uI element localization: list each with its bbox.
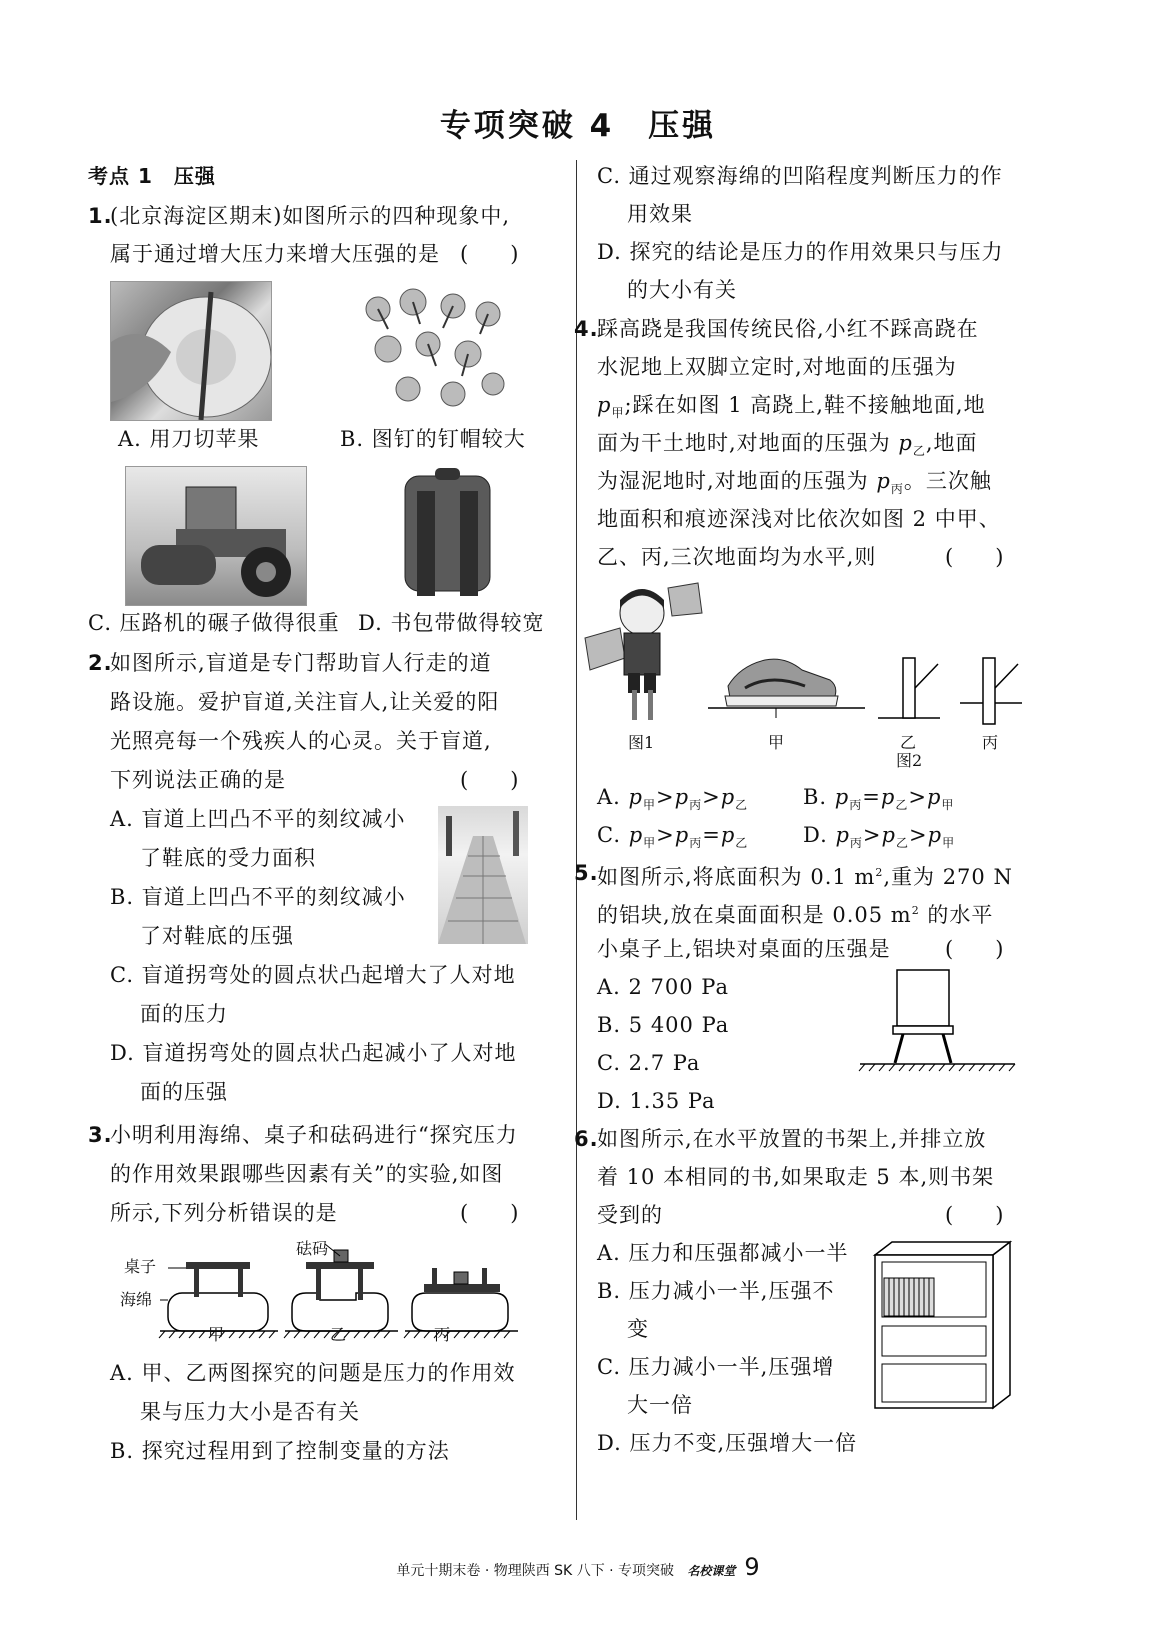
q3-number: 3. (88, 1123, 113, 1147)
q2-option-c: C. 盲道拐弯处的圆点状凸起增大了人对地 (110, 963, 516, 987)
backpack-photo (395, 466, 500, 604)
section-heading: 考点 1 压强 (88, 164, 216, 188)
q3-line: 所示,下列分析错误的是 (110, 1201, 338, 1225)
q6-option-c: C. 压力减小一半,压强增 (597, 1355, 835, 1379)
q2-line: 下列说法正确的是 (110, 768, 286, 792)
apple-cutting-photo (110, 281, 272, 421)
fig1-caption: 图1 (628, 733, 655, 752)
tactile-paving-icon (438, 806, 528, 944)
label-bing: 丙 (982, 733, 999, 752)
footer-text: 单元十期末卷 · 物理陕西 SK 八下 · 专项突破 (396, 1563, 675, 1579)
label-jia: 甲 (208, 1325, 225, 1344)
q2-line: 如图所示,盲道是专门帮助盲人行走的道 (110, 651, 492, 675)
q2-line: 光照亮每一个残疾人的心灵。关于盲道, (110, 729, 492, 753)
q2-option-b-cont: 了对鞋底的压强 (140, 924, 294, 948)
brand-logo: 名校课堂 (687, 1564, 736, 1578)
q2-line: 路设施。爱护盲道,关注盲人,让关爱的阳 (110, 690, 500, 714)
label-table: 桌子 (124, 1257, 157, 1276)
q6-option-a: A. 压力和压强都减小一半 (597, 1241, 849, 1265)
column-divider (576, 160, 577, 1520)
q3-line: 小明利用海绵、桌子和砝码进行“探究压力 (110, 1123, 518, 1147)
q6-option-b-cont: 变 (627, 1317, 649, 1341)
q5-option-c: C. 2.7 Pa (597, 1051, 701, 1075)
q6-option-b: B. 压力减小一半,压强不 (597, 1279, 835, 1303)
q4-number: 4. (574, 317, 599, 341)
q4-line: 踩高跷是我国传统民俗,小红不踩高跷在 (597, 317, 979, 341)
q3-option-a: A. 甲、乙两图探究的问题是压力的作用效 (110, 1361, 516, 1385)
q6-option-c-cont: 大一倍 (627, 1393, 693, 1417)
backpack-icon (395, 466, 500, 604)
q4-answer-bracket: ( ) (945, 545, 1004, 569)
q4-option-b: B. $p_丙=p_乙>p_甲$ (803, 785, 955, 813)
q1-option-a: A. 用刀切苹果 (118, 427, 260, 451)
q4-option-a: A. $p_甲>p_丙>p_乙$ (597, 785, 749, 813)
q2-option-b: B. 盲道上凹凸不平的刻纹减小 (110, 885, 406, 909)
shoe-label-jia: 甲 (768, 733, 785, 752)
q6-number: 6. (574, 1127, 599, 1151)
q2-option-d: D. 盲道拐弯处的圆点状凸起减小了人对地 (110, 1041, 517, 1065)
q2-option-d-cont: 面的压强 (140, 1080, 228, 1104)
q5-line: 的铝块,放在桌面面积是 0.05 $m^2$ 的水平 (597, 903, 994, 927)
thumbtack-icon (358, 284, 508, 414)
q5-option-b: B. 5 400 Pa (597, 1013, 730, 1037)
q1-answer-bracket: ( ) (460, 242, 519, 266)
label-bing: 丙 (434, 1325, 451, 1344)
q1-option-d: D. 书包带做得较宽 (358, 611, 545, 635)
q6-answer-bracket: ( ) (945, 1203, 1004, 1227)
q6-line: 着 10 本相同的书,如果取走 5 本,则书架 (597, 1165, 995, 1189)
page-footer (0, 1553, 1156, 1581)
q5-option-a: A. 2 700 Pa (597, 975, 730, 999)
q5-answer-bracket: ( ) (945, 937, 1004, 961)
q6-line: 如图所示,在水平放置的书架上,并排立放 (597, 1127, 987, 1151)
label-sponge: 海绵 (120, 1290, 153, 1309)
q2-option-a: A. 盲道上凹凸不平的刻纹减小 (110, 807, 406, 831)
apple-cutting-icon (111, 282, 271, 420)
q5-line: 小桌子上,铝块对桌面的压强是 (597, 937, 891, 961)
q4-line: 乙、丙,三次地面均为水平,则 (597, 545, 877, 569)
road-roller-photo (125, 466, 307, 606)
fig2-caption: 图2 (896, 751, 923, 770)
thumbtacks-photo (358, 284, 508, 414)
q4-option-c: C. $p_甲>p_丙=p_乙$ (597, 823, 749, 851)
tactile-paving-photo (438, 806, 528, 944)
q4-line: 地面积和痕迹深浅对比依次如图 2 中甲、 (597, 507, 1001, 531)
q3-option-b: B. 探究过程用到了控制变量的方法 (110, 1439, 450, 1463)
label-weight: 砝码 (296, 1239, 329, 1258)
aluminum-block-on-table (855, 968, 1025, 1078)
q3-answer-bracket: ( ) (460, 1201, 519, 1225)
q3-line: 的作用效果跟哪些因素有关”的实验,如图 (110, 1162, 504, 1186)
q4-line: 为湿泥地时,对地面的压强为 $p_丙$。三次触 (597, 469, 992, 497)
q1-line: 属于通过增大压力来增大压强的是 (110, 242, 440, 266)
bookshelf-figure (870, 1240, 1015, 1415)
q3-option-c-cont: 用效果 (627, 202, 693, 226)
q2-number: 2. (88, 651, 113, 675)
q1-option-b: B. 图钉的钉帽较大 (340, 427, 526, 451)
q4-line: 面为干土地时,对地面的压强为 $p_乙$,地面 (597, 431, 978, 459)
road-roller-icon (126, 467, 306, 605)
q1-option-c: C. 压路机的碾子做得很重 (88, 611, 340, 635)
q6-option-d: D. 压力不变,压强增大一倍 (597, 1431, 858, 1455)
label-yi: 乙 (900, 733, 917, 752)
q3-option-d: D. 探究的结论是压力的作用效果只与压力 (597, 240, 1004, 264)
stilts-figure (580, 578, 1030, 748)
page-number: 9 (744, 1553, 760, 1581)
q2-option-c-cont: 面的压力 (140, 1002, 228, 1026)
q3-option-d-cont: 的大小有关 (627, 278, 737, 302)
q5-line: 如图所示,将底面积为 0.1 $m^2$,重为 270 N (597, 865, 1013, 889)
label-yi: 乙 (330, 1325, 347, 1344)
q2-option-a-cont: 了鞋底的受力面积 (140, 846, 316, 870)
page-title: 专项突破 4 压强 (439, 108, 717, 144)
q4-line: $p_甲$;踩在如图 1 高跷上,鞋不接触地面,地 (597, 393, 986, 421)
q4-option-d: D. $p_丙>p_乙>p_甲$ (803, 823, 956, 851)
q2-answer-bracket: ( ) (460, 768, 519, 792)
q3-option-c: C. 通过观察海绵的凹陷程度判断压力的作 (597, 164, 1003, 188)
q5-number: 5. (574, 861, 599, 885)
q4-line: 水泥地上双脚立定时,对地面的压强为 (597, 355, 957, 379)
q6-line: 受到的 (597, 1203, 663, 1227)
q1-number: 1. (88, 204, 113, 228)
q5-option-d: D. 1.35 Pa (597, 1089, 716, 1113)
q1-line: (北京海淀区期末)如图所示的四种现象中, (110, 204, 511, 228)
q3-option-a-cont: 果与压力大小是否有关 (140, 1400, 360, 1424)
